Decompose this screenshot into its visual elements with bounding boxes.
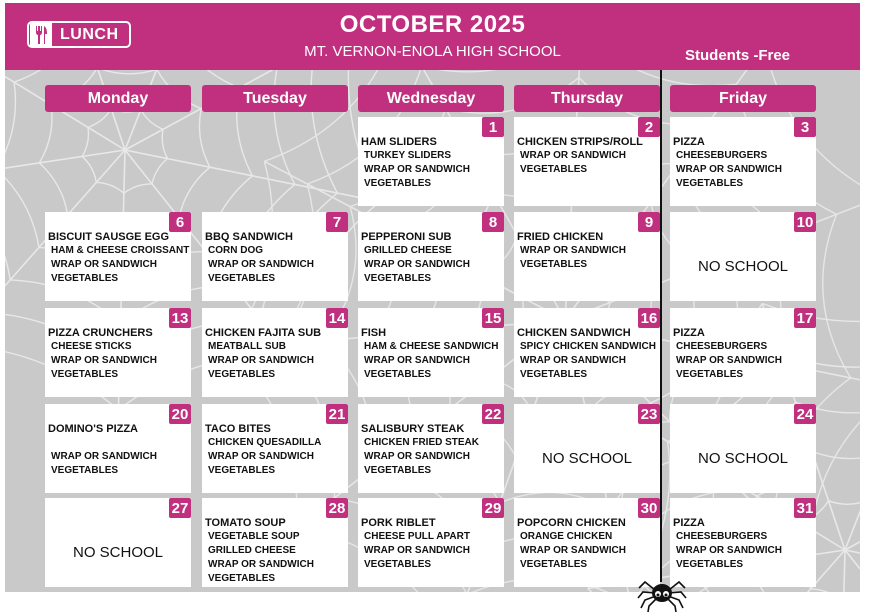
menu-item: WRAP OR SANDWICH (208, 559, 314, 570)
date-number: 1 (482, 117, 504, 137)
menu-item: WRAP OR SANDWICH (676, 164, 782, 175)
menu-item: VEGETABLES (676, 178, 744, 189)
spider-thread (660, 70, 662, 582)
menu-item: PIZZA (673, 327, 705, 339)
menu-item (48, 436, 189, 450)
web-spoke (845, 308, 860, 550)
school-name: MT. VERNON-ENOLA HIGH SCHOOL (304, 43, 561, 60)
menu-item: WRAP OR SANDWICH (520, 355, 626, 366)
web-spoke (845, 550, 860, 592)
menu-item: WRAP OR SANDWICH (364, 164, 470, 175)
calendar-header (5, 3, 860, 70)
day-cell (514, 404, 660, 493)
menu-item: FISH (361, 327, 387, 339)
menu-item: VEGETABLES (520, 164, 588, 175)
menu-item: CHICKEN FAJITA SUB (205, 327, 322, 339)
menu-item: POPCORN CHICKEN (517, 517, 626, 529)
day-cell (202, 404, 348, 493)
day-cell (514, 308, 660, 397)
day-cell (202, 498, 348, 587)
date-number: 6 (169, 212, 191, 232)
date-number: 7 (326, 212, 348, 232)
menu-list (361, 516, 502, 572)
date-number: 3 (794, 117, 816, 137)
menu-item: VEGETABLES (208, 573, 276, 584)
menu-item: VEGETABLES (51, 465, 119, 476)
menu-item: VEGETABLES (364, 465, 432, 476)
date-number: 8 (482, 212, 504, 232)
menu-item: VEGETABLES (364, 273, 432, 284)
menu-item: MEATBALL SUB (208, 341, 286, 352)
day-cell (202, 308, 348, 397)
date-number: 23 (638, 404, 660, 424)
menu-item: CHEESEBURGERS (676, 531, 768, 542)
menu-item: TURKEY SLIDERS (364, 150, 452, 161)
menu-item: PIZZA (673, 136, 705, 148)
menu-item: CHICKEN QUESADILLA (208, 437, 322, 448)
day-header-wednesday: Wednesday (358, 85, 504, 112)
day-header-tuesday: Tuesday (202, 85, 348, 112)
day-cell (670, 498, 816, 587)
menu-list (517, 516, 658, 572)
menu-item: PIZZA (673, 517, 705, 529)
spider-icon (637, 572, 687, 612)
menu-list (205, 326, 346, 382)
menu-item: WRAP OR SANDWICH (51, 451, 157, 462)
no-school-label: NO SCHOOL (72, 544, 163, 561)
date-number: 20 (169, 404, 191, 424)
menu-item: VEGETABLES (208, 273, 276, 284)
date-number: 28 (326, 498, 348, 518)
date-number: 30 (638, 498, 660, 518)
menu-item: WRAP OR SANDWICH (208, 355, 314, 366)
day-cell (670, 308, 816, 397)
menu-item: VEGETABLES (520, 559, 588, 570)
day-cell (358, 498, 504, 587)
menu-item: VEGETABLES (520, 369, 588, 380)
menu-item: PIZZA CRUNCHERS (48, 327, 153, 339)
day-cell (358, 404, 504, 493)
day-cell (45, 212, 191, 301)
day-cell (202, 212, 348, 301)
menu-item: VEGETABLES (51, 273, 119, 284)
day-header-monday: Monday (45, 85, 191, 112)
day-cell (514, 117, 660, 206)
menu-item: WRAP OR SANDWICH (520, 545, 626, 556)
date-number: 29 (482, 498, 504, 518)
menu-item: WRAP OR SANDWICH (364, 259, 470, 270)
page-title: OCTOBER 2025 (339, 11, 526, 38)
menu-item: HAM & CHEESE SANDWICH (364, 341, 499, 352)
date-number: 13 (169, 308, 191, 328)
menu-item: FRIED CHICKEN (517, 231, 604, 243)
menu-item: GRILLED CHEESE (364, 245, 452, 256)
menu-item: CHICKEN STRIPS/ROLL (517, 136, 643, 148)
no-school-label: NO SCHOOL (697, 450, 788, 467)
menu-item: VEGETABLES (676, 369, 744, 380)
date-number: 31 (794, 498, 816, 518)
menu-item: CHEESEBURGERS (676, 341, 768, 352)
menu-item: WRAP OR SANDWICH (520, 245, 626, 256)
menu-item: VEGETABLES (51, 369, 119, 380)
menu-list (517, 230, 658, 272)
menu-list (361, 422, 502, 478)
menu-list (517, 135, 658, 177)
menu-item: VEGETABLES (520, 259, 588, 270)
date-number: 17 (794, 308, 816, 328)
menu-item: HAM & CHEESE CROISSANT (51, 245, 190, 256)
no-school-label: NO SCHOOL (697, 258, 788, 275)
menu-item: CHEESEBURGERS (676, 150, 768, 161)
menu-item: DOMINO'S PIZZA (48, 423, 139, 435)
menu-list (673, 326, 814, 382)
day-cell (670, 404, 816, 493)
no-school-label: NO SCHOOL (541, 450, 632, 467)
date-number: 14 (326, 308, 348, 328)
price-note: Students -Free (685, 47, 791, 64)
menu-item: WRAP OR SANDWICH (364, 451, 470, 462)
menu-item: VEGETABLES (364, 559, 432, 570)
day-cell (45, 308, 191, 397)
menu-item: BBQ SANDWICH (205, 231, 293, 243)
day-cell (358, 212, 504, 301)
menu-item: CHICKEN SANDWICH (517, 327, 631, 339)
menu-item: CHEESE STICKS (51, 341, 132, 352)
menu-item: CHEESE PULL APART (364, 531, 470, 542)
menu-item: WRAP OR SANDWICH (676, 545, 782, 556)
menu-item: VEGETABLES (208, 369, 276, 380)
menu-item: VEGETABLE SOUP (208, 531, 300, 542)
menu-item: WRAP OR SANDWICH (51, 259, 157, 270)
date-number: 9 (638, 212, 660, 232)
menu-item: ORANGE CHICKEN (520, 531, 613, 542)
menu-item: SPICY CHICKEN SANDWICH (520, 341, 656, 352)
menu-item: SALISBURY STEAK (361, 423, 465, 435)
menu-item: TACO BITES (205, 423, 271, 435)
day-cell (670, 212, 816, 301)
menu-item: VEGETABLES (364, 369, 432, 380)
day-cell (358, 308, 504, 397)
day-cell (670, 117, 816, 206)
menu-item: VEGETABLES (676, 559, 744, 570)
date-number: 10 (794, 212, 816, 232)
menu-list (205, 516, 346, 586)
menu-list (361, 326, 502, 382)
menu-list (48, 230, 189, 286)
menu-item: WRAP OR SANDWICH (208, 259, 314, 270)
menu-item: VEGETABLES (364, 178, 432, 189)
menu-item: VEGETABLES (208, 465, 276, 476)
day-cell (514, 212, 660, 301)
menu-item: WRAP OR SANDWICH (51, 355, 157, 366)
date-number: 15 (482, 308, 504, 328)
menu-list (361, 135, 502, 191)
day-cell (45, 404, 191, 493)
logo-label: LUNCH (60, 25, 119, 43)
date-number: 2 (638, 117, 660, 137)
day-header-thursday: Thursday (514, 85, 660, 112)
web-spoke (845, 550, 860, 592)
menu-item: WRAP OR SANDWICH (208, 451, 314, 462)
menu-item: WRAP OR SANDWICH (364, 355, 470, 366)
date-number: 16 (638, 308, 660, 328)
date-number: 27 (169, 498, 191, 518)
menu-item: HAM SLIDERS (361, 136, 437, 148)
menu-list (517, 326, 658, 382)
menu-item: TOMATO SOUP (205, 517, 286, 529)
date-number: 21 (326, 404, 348, 424)
menu-list (205, 230, 346, 286)
menu-item: WRAP OR SANDWICH (676, 355, 782, 366)
menu-list (673, 135, 814, 191)
day-cell (358, 117, 504, 206)
day-cell (45, 498, 191, 587)
date-number: 22 (482, 404, 504, 424)
menu-list (205, 422, 346, 478)
menu-item: CHICKEN FRIED STEAK (364, 437, 480, 448)
menu-item: CORN DOG (208, 245, 263, 256)
menu-item: WRAP OR SANDWICH (364, 545, 470, 556)
menu-list (673, 516, 814, 572)
day-header-friday: Friday (670, 85, 816, 112)
menu-item: GRILLED CHEESE (208, 545, 296, 556)
menu-item: WRAP OR SANDWICH (520, 150, 626, 161)
menu-item: BISCUIT SAUSGE EGG (48, 231, 170, 243)
menu-list (48, 422, 189, 478)
date-number: 24 (794, 404, 816, 424)
menu-item: PEPPERONI SUB (361, 231, 452, 243)
menu-list (361, 230, 502, 286)
menu-list (48, 326, 189, 382)
menu-item: PORK RIBLET (361, 517, 436, 529)
